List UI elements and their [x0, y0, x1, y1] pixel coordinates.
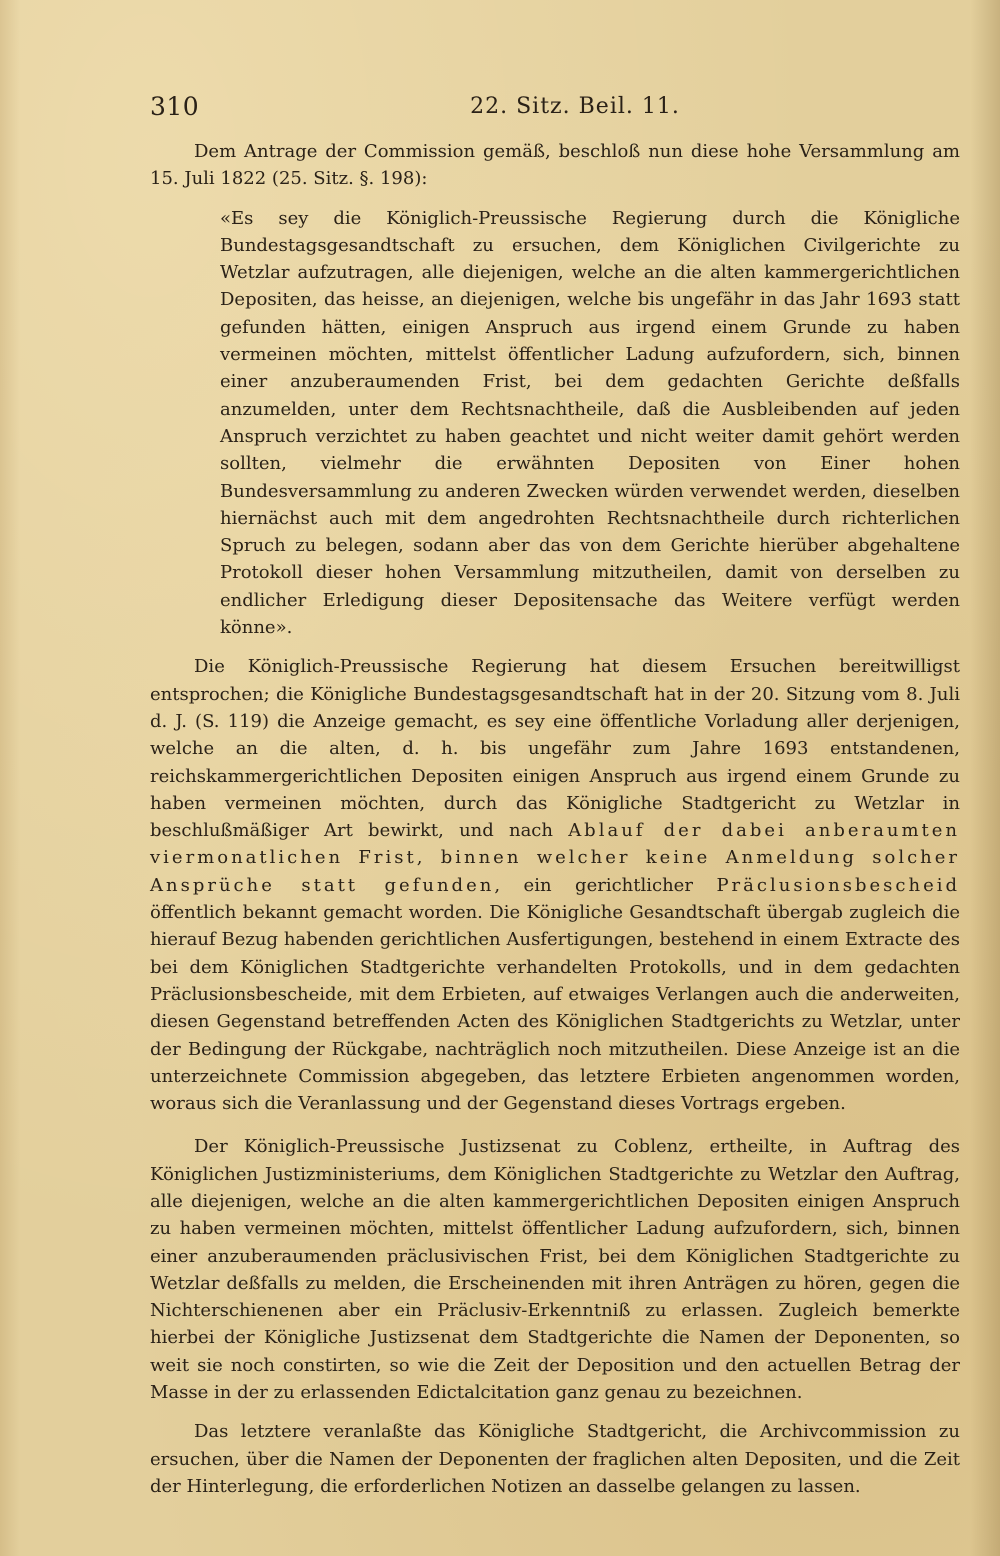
- page-right-shadow: [970, 0, 1000, 1556]
- paragraph-resolution-intro: Dem Antrage der Commission gemäß, beschloß nun diese hohe Versammlung am 15. Juli 1822 (25. Sitz. §. 198):: [150, 141, 960, 190]
- text-segment: , ein gerichtlicher: [494, 874, 717, 896]
- page-left-shadow: [0, 0, 20, 1556]
- page-number: 310: [150, 92, 200, 121]
- text-segment: Die Königlich-Preussische Regierung hat diesem Ersuchen bereitwilligst entsprochen; die Königliche Bundestagsgesandtschaft hat in der 20. Sitzung vom 8. Juli d. J. (S. 119) die Anzeige gemacht, es sey eine öffentliche Vorladung aller derjenigen, welche an die alten, d. h. bis ungefähr zum Jahre 1693 entstandenen, reichskammergerichtlichen Depositen einigen Anspruch aus irgend einem Grunde zu haben vermeinen möchten, durch das Königliche Stadtgericht zu Wetzlar in beschlußmäßiger Art bewirkt, und nach: [150, 656, 960, 842]
- paragraph-prussian-response: [150, 653, 960, 1117]
- body-text: [150, 138, 960, 1500]
- paragraph-resolution-quote: «Es sey die Königlich-Preussische Regierung durch die Königliche Bundestagsgesandtschaft zu ersuchen, dem Königlichen Civilgerichte zu Wetzlar aufzutragen, alle diejenigen, welche an die alten kammergerichtlichen Depositen, das heisse, an diejenigen, welche bis ungefähr in das Jahr 1693 statt gefunden hätten, einigen Anspruch aus irgend einem Grunde zu haben vermeinen möchten, mittelst öffentlicher Ladung aufzufordern, sich, binnen einer anzuberaumenden Frist, bei dem gedachten Gerichte deßfalls anzumelden, unter dem Rechtsnachtheile, daß die Ausbleibenden auf jeden Anspruch verzichtet zu haben geachtet und nicht weiter damit gehört werden sollten, vielmehr die erwähnten Depositen von Einer hohen Bundesversammlung zu anderen Zwecken würden verwendet werden, dieselben hiernächst auch mit dem angedrohten Rechtsnachtheile durch richterlichen Spruch zu belegen, sodann aber das von dem Gerichte hierüber abgehaltene Protokoll dieser hohen Versammlung mitzutheilen, damit von derselben zu endlicher Erledigung dieser Depositensache das Weitere verfügt werden könne».: [220, 207, 960, 639]
- paragraph-justizsenat: Der Königlich-Preussische Justizsenat zu Coblenz, ertheilte, in Auftrag des Königlichen Justizministeriums, dem Königlichen Stadtgerichte zu Wetzlar den Auftrag, alle diejenigen, welche an die alten kammergerichtlichen Depositen einigen Anspruch zu haben vermeinen möchten, mittelst öffentlicher Ladung aufzufordern, sich, binnen einer anzuberaumenden präclusivischen Frist, bei dem Königlichen Stadtgerichte zu Wetzlar deßfalls zu melden, die Erscheinenden mit ihren Anträgen zu hören, gegen die Nichterschienenen aber ein Präclusiv-Erkenntniß zu erlassen. Zugleich bemerkte hierbei der Königliche Justizsenat dem Stadtgerichte die Namen der Deponenten, so weit sie noch constirten, so wie die Zeit der Deposition und den actuellen Betrag der Masse in der zu erlassenden Edictalcitation ganz genau zu bezeichnen.: [150, 1136, 960, 1404]
- page-header: [150, 92, 960, 132]
- emphasized-term: Präclusionsbescheid: [716, 874, 960, 896]
- running-head: 22. Sitz. Beil. 11.: [470, 94, 680, 119]
- paragraph-stadtgericht: Das letztere veranlaßte das Königliche Stadtgericht, die Archivcommission zu ersuchen, über die Namen der Deponenten der fraglichen alten Depositen, und die Zeit der Hinterlegung, die erforderlichen Notizen an dasselbe gelangen zu lassen.: [150, 1421, 960, 1497]
- text-segment: öffentlich bekannt gemacht worden. Die Königliche Gesandtschaft übergab zugleich die hierauf Bezug habenden gerichtlichen Ausfertigungen, bestehend in einem Extracte des bei dem Königlichen Stadtgerichte verhandelten Protokolls, und in dem gedachten Präclusionsbescheide, mit dem Erbieten, auf etwaiges Verlangen auch die anderweiten, diesen Gegenstand betreffenden Acten des Königlichen Stadtgerichts zu Wetzlar, unter der Bedingung der Rückgabe, nachträglich noch mitzutheilen. Diese Anzeige ist an die unterzeichnete Commission abgegeben, das letztere Erbieten angenommen worden, woraus sich die Veranlassung und der Gegenstand dieses Vortrags ergeben.: [150, 902, 960, 1115]
- emphasized-text: Ablauf der dabei anberaumten viermonatlichen Frist, binnen welcher keine Anmeldung solcher Ansprüche statt gefunden: [150, 820, 960, 896]
